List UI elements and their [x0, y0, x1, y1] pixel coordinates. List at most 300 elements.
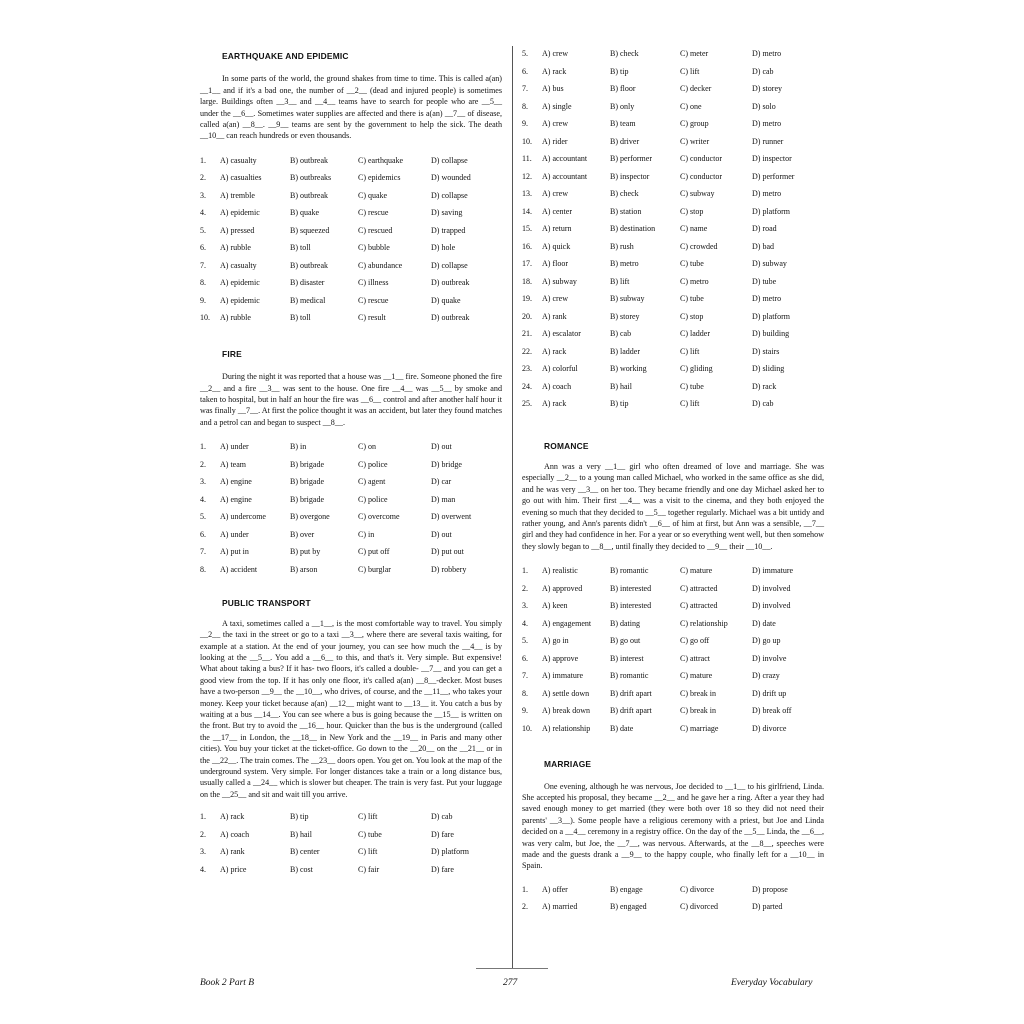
option-a: A) break down [542, 706, 590, 716]
option-a: A) epidemic [220, 278, 260, 288]
option-a: A) rubble [220, 243, 251, 253]
question-number: 8. [200, 564, 206, 574]
option-c: C) rescue [358, 208, 389, 218]
question-row [200, 223, 502, 241]
option-c: C) lift [358, 812, 378, 822]
question-row [522, 651, 824, 669]
question-row [522, 899, 824, 917]
option-d: D) collapse [431, 190, 468, 200]
question-number: 1. [200, 442, 206, 452]
column-divider [512, 46, 513, 968]
option-a: A) team [220, 459, 246, 469]
option-c: C) break in [680, 688, 716, 698]
question-number: 1. [200, 155, 206, 165]
option-c: C) gliding [680, 364, 713, 373]
question-row [200, 293, 502, 311]
option-a: A) engagement [542, 618, 592, 628]
option-d: D) go up [752, 636, 781, 646]
option-d: D) stairs [752, 346, 780, 356]
option-d: D) bridge [431, 459, 462, 469]
option-a: A) quick [542, 241, 571, 251]
question-number: 17. [522, 259, 532, 268]
question-row [200, 527, 502, 545]
option-b: B) outbreak [290, 190, 328, 200]
question-row [200, 205, 502, 223]
option-a: A) rack [542, 66, 567, 76]
option-a: A) tremble [220, 190, 255, 200]
question-number: 2. [200, 459, 206, 469]
question-number: 9. [200, 295, 206, 305]
question-number: 1. [522, 884, 528, 894]
option-c: C) overcome [358, 512, 400, 522]
option-c: C) break in [680, 706, 716, 716]
option-b: B) tip [610, 66, 629, 76]
question-row [522, 46, 824, 64]
option-c: C) earthquake [358, 155, 404, 165]
option-a: A) price [220, 864, 247, 874]
option-c: C) tube [358, 829, 382, 839]
option-c: C) stop [680, 206, 704, 216]
option-b: B) center [290, 847, 320, 857]
option-b: B) hail [610, 381, 632, 391]
question-number: 8. [200, 278, 206, 288]
question-row [522, 396, 824, 414]
option-b: B) subway [610, 294, 645, 303]
option-b: B) outbreak [290, 260, 328, 270]
option-d: D) platform [752, 206, 790, 216]
option-b: B) performer [610, 154, 652, 163]
option-d: D) immature [752, 566, 794, 576]
question-row [522, 633, 824, 651]
option-d: D) platform [431, 847, 469, 857]
option-b: B) overgone [290, 512, 330, 522]
question-number: 10. [522, 136, 532, 146]
option-a: A) under [220, 442, 249, 452]
option-b: B) medical [290, 295, 326, 305]
question-number: 25. [522, 399, 532, 408]
option-c: C) illness [358, 278, 389, 288]
option-c: C) meter [680, 49, 709, 58]
option-b: B) drift apart [610, 706, 652, 716]
option-d: D) crazy [752, 671, 780, 681]
option-c: C) attracted [680, 601, 718, 611]
question-number: 10. [522, 723, 532, 733]
question-number: 18. [522, 276, 532, 286]
option-b: B) inspector [610, 171, 650, 181]
option-b: B) ladder [610, 346, 640, 356]
option-b: B) working [610, 364, 647, 373]
option-b: B) only [610, 101, 635, 111]
question-row [522, 616, 824, 634]
option-a: A) crew [542, 189, 568, 198]
option-c: C) in [358, 529, 375, 539]
question-row [522, 581, 824, 599]
option-b: B) in [290, 442, 307, 452]
question-number: 7. [200, 547, 206, 557]
question-row [200, 170, 502, 188]
question-row [200, 844, 502, 862]
option-d: D) fare [431, 864, 454, 874]
option-d: D) bad [752, 241, 774, 251]
questions-earthquake [200, 153, 502, 328]
option-d: D) metro [752, 119, 782, 128]
question-row [522, 882, 824, 900]
option-a: A) accident [220, 564, 258, 574]
option-d: D) hole [431, 243, 456, 253]
option-b: B) check [610, 49, 639, 58]
option-d: D) car [431, 477, 452, 487]
question-row [522, 81, 824, 99]
option-a: A) casualty [220, 260, 257, 270]
option-d: D) sliding [752, 364, 785, 373]
question-row [522, 64, 824, 82]
passage-romance: Ann was a very __1__ girl who often dreamed of love and marriage. She was especially __2__ to a young man called Michael, who worked in the same office as she did, and he was very __3__ on her too. They became friendly and one day Michael asked her to go out with him. Their first __4__ was a visit to the cinema, and they both enjoyed the evening so much that they decided to __5__ together regularly. Michael was a bit untidy and rather young, and Ann's parents didn't __6__ of him at first, but Ann was a sensible, __7__ girl and they had confidence in her. For a year or so everything went well, but then somehow they slowly began to __8__, until finally they decided to __9__ their __10__. [522, 461, 824, 551]
option-c: C) decker [680, 84, 712, 93]
question-row [522, 291, 824, 309]
question-number: 4. [200, 864, 206, 874]
option-b: B) romantic [610, 566, 649, 576]
option-b: B) interest [610, 653, 644, 663]
option-b: B) squeezed [290, 225, 330, 235]
question-row [200, 862, 502, 880]
option-b: B) outbreaks [290, 173, 332, 183]
question-row [200, 240, 502, 258]
option-a: A) pressed [220, 225, 255, 235]
option-a: A) return [542, 224, 572, 233]
option-c: C) metro [680, 276, 709, 286]
option-c: C) lift [358, 847, 378, 857]
option-c: C) mature [680, 671, 713, 681]
question-number: 3. [200, 190, 206, 200]
option-a: A) immature [542, 671, 584, 681]
option-d: D) storey [752, 84, 782, 93]
option-a: A) casualty [220, 155, 257, 165]
question-number: 16. [522, 241, 532, 251]
option-d: D) metro [752, 294, 782, 303]
option-d: D) cab [431, 812, 453, 822]
question-row [522, 99, 824, 117]
option-a: A) crew [542, 294, 568, 303]
questions-transport-left [200, 809, 502, 879]
option-d: D) out [431, 529, 452, 539]
question-number: 14. [522, 206, 532, 216]
option-a: A) rack [220, 812, 245, 822]
option-a: A) crew [542, 119, 568, 128]
option-b: B) engage [610, 884, 643, 894]
option-c: C) police [358, 494, 388, 504]
question-number: 8. [522, 688, 528, 698]
question-row [522, 204, 824, 222]
option-c: C) abundance [358, 260, 403, 270]
question-row [522, 221, 824, 239]
option-c: C) tube [680, 294, 704, 303]
question-row [200, 310, 502, 328]
footer-page-number: 277 [503, 978, 518, 988]
option-d: D) collapse [431, 155, 468, 165]
section-title-romance: ROMANCE [544, 440, 589, 451]
option-b: B) interested [610, 601, 652, 611]
option-b: B) over [290, 529, 315, 539]
option-a: A) crew [542, 49, 568, 58]
question-number: 3. [200, 477, 206, 487]
question-number: 8. [522, 101, 528, 111]
question-row [522, 598, 824, 616]
option-d: D) building [752, 329, 790, 338]
option-b: B) interested [610, 583, 652, 593]
option-a: A) single [542, 101, 572, 111]
option-a: A) approved [542, 583, 583, 593]
left-column [200, 46, 502, 879]
option-c: C) tube [680, 259, 704, 268]
option-b: B) dating [610, 618, 640, 628]
question-number: 23. [522, 364, 532, 373]
option-c: C) epidemics [358, 173, 401, 183]
question-number: 10. [200, 313, 210, 323]
option-d: D) tube [752, 276, 777, 286]
option-d: D) overwent [431, 512, 472, 522]
option-c: C) burglar [358, 564, 391, 574]
option-c: C) one [680, 101, 702, 111]
option-d: D) break off [752, 706, 792, 716]
option-d: D) road [752, 224, 777, 233]
question-number: 1. [522, 566, 528, 576]
question-number: 6. [200, 529, 206, 539]
section-title-fire: FIRE [222, 348, 242, 359]
question-number: 15. [522, 224, 532, 233]
option-a: A) colorful [542, 364, 578, 373]
question-row [522, 186, 824, 204]
option-a: A) married [542, 902, 578, 912]
option-b: B) tip [290, 812, 309, 822]
question-row [522, 239, 824, 257]
question-number: 6. [522, 653, 528, 663]
option-d: D) propose [752, 884, 788, 894]
option-a: A) under [220, 529, 249, 539]
option-d: D) performer [752, 171, 795, 181]
option-b: B) storey [610, 311, 640, 321]
option-c: C) relationship [680, 618, 728, 628]
option-b: B) go out [610, 636, 641, 646]
option-b: B) outbreak [290, 155, 328, 165]
question-row [200, 544, 502, 562]
question-row [522, 686, 824, 704]
question-row [522, 256, 824, 274]
option-b: B) station [610, 206, 642, 216]
option-b: B) metro [610, 259, 639, 268]
option-a: A) accountant [542, 171, 588, 181]
option-b: B) lift [610, 276, 630, 286]
option-d: D) fare [431, 829, 454, 839]
option-a: A) epidemic [220, 295, 260, 305]
option-b: B) brigade [290, 494, 324, 504]
option-a: A) coach [542, 381, 572, 391]
option-b: B) romantic [610, 671, 649, 681]
option-b: B) cab [610, 329, 632, 338]
option-d: D) collapse [431, 260, 468, 270]
option-b: B) driver [610, 136, 640, 146]
question-number: 20. [522, 311, 532, 321]
question-number: 7. [200, 260, 206, 270]
option-a: A) engine [220, 477, 252, 487]
option-d: D) outbreak [431, 313, 470, 323]
option-b: B) date [610, 723, 634, 733]
option-a: A) realistic [542, 566, 578, 576]
option-d: D) subway [752, 259, 787, 268]
question-row [200, 474, 502, 492]
option-d: D) divorce [752, 723, 787, 733]
option-c: C) lift [680, 346, 700, 356]
option-d: D) cab [752, 399, 774, 408]
option-a: A) subway [542, 276, 577, 286]
option-c: C) group [680, 119, 709, 128]
question-number: 24. [522, 381, 532, 391]
question-row [522, 151, 824, 169]
question-row [200, 153, 502, 171]
question-row [200, 827, 502, 845]
option-c: C) conductor [680, 154, 722, 163]
option-c: C) divorce [680, 884, 714, 894]
question-number: 6. [200, 243, 206, 253]
passage-marriage: One evening, although he was nervous, Joe decided to __1__ to his girlfriend, Linda. She accepted his proposal, they became __2__ and he gave her a ring. After a year they had saved enough money to get married (they were both over 18 so they did not need their parents' __3__). Some people have a religious ceremony with a priest, but Joe and Linda decided on a __4__ ceremony in a registry office. On the day of the __5__ Linda, the __6__, was very calm, but Joe, the __7__, was nervous. Afterwards, at the __8__, speeches were made and the guests drank a __9__ to the happy couple, who finally left for a __10__ in Spain. [522, 781, 824, 871]
option-b: B) drift apart [610, 688, 652, 698]
option-d: D) robbery [431, 564, 467, 574]
option-b: B) hail [290, 829, 312, 839]
option-a: A) relationship [542, 723, 591, 733]
option-d: D) out [431, 442, 452, 452]
option-d: D) date [752, 618, 776, 628]
question-number: 22. [522, 346, 532, 356]
section-title-marriage: MARRIAGE [544, 759, 592, 770]
option-c: C) name [680, 224, 708, 233]
option-a: A) rank [542, 311, 567, 321]
option-c: C) lift [680, 399, 700, 408]
question-number: 2. [522, 902, 528, 912]
question-row [200, 439, 502, 457]
option-a: A) rack [542, 399, 567, 408]
question-row [200, 492, 502, 510]
question-row [522, 668, 824, 686]
option-c: C) marriage [680, 723, 719, 733]
question-row [522, 326, 824, 344]
option-c: C) put off [358, 547, 390, 557]
option-d: D) runner [752, 136, 784, 146]
option-d: D) rack [752, 381, 777, 391]
question-number: 2. [522, 583, 528, 593]
footer-rule [476, 968, 548, 969]
option-b: B) floor [610, 84, 636, 93]
question-row [200, 809, 502, 827]
question-row [522, 361, 824, 379]
option-d: D) platform [752, 311, 790, 321]
option-a: A) coach [220, 829, 250, 839]
questions-marriage [522, 882, 824, 917]
question-number: 12. [522, 171, 532, 181]
option-a: A) escalator [542, 329, 581, 338]
option-b: B) destination [610, 224, 656, 233]
option-c: C) rescued [358, 225, 393, 235]
option-d: D) quake [431, 295, 461, 305]
option-c: C) crowded [680, 241, 718, 251]
question-row [522, 169, 824, 187]
question-number: 2. [200, 829, 206, 839]
option-d: D) put out [431, 547, 464, 557]
option-a: A) undercome [220, 512, 266, 522]
option-c: C) attract [680, 653, 710, 663]
option-b: B) arson [290, 564, 318, 574]
option-a: A) go in [542, 636, 569, 646]
option-d: D) metro [752, 49, 782, 58]
option-c: C) fair [358, 864, 380, 874]
section-title-earthquake: EARTHQUAKE AND EPIDEMIC [222, 51, 349, 61]
question-row [200, 509, 502, 527]
option-d: D) metro [752, 189, 782, 198]
question-number: 4. [200, 208, 206, 218]
footer-book: Book 2 Part B [200, 978, 255, 988]
footer-series: Everyday Vocabulary [731, 978, 813, 988]
option-c: C) go off [680, 636, 710, 646]
option-d: D) parted [752, 902, 783, 912]
questions-fire [200, 439, 502, 579]
option-b: B) put by [290, 547, 321, 557]
option-b: B) team [610, 119, 636, 128]
question-number: 5. [522, 49, 528, 58]
option-d: D) involved [752, 601, 791, 611]
question-number: 21. [522, 329, 532, 338]
option-c: C) subway [680, 189, 715, 198]
option-a: A) put in [220, 547, 249, 557]
question-number: 3. [522, 601, 528, 611]
question-row [522, 721, 824, 739]
passage-earthquake: In some parts of the world, the ground shakes from time to time. This is called a(an) __1__ and if it's a bad one, the number of __2__ (dead and injured people) is sometimes large. Buildings often __3__ and __4__ teams have to search for people who are __5__ under the __6__. Sometimes water supplies are affected and there is a(an) __7__ of disease, called a(an) __8__. __9__ teams are sent by the government to help the sick. The death __10__ can reach hundreds or even thousands. [200, 74, 502, 141]
question-number: 5. [522, 636, 528, 646]
option-c: C) conductor [680, 171, 722, 181]
question-row [200, 457, 502, 475]
questions-transport-right [522, 46, 824, 414]
option-d: D) outbreak [431, 278, 470, 288]
question-number: 1. [200, 812, 206, 822]
option-a: A) rank [220, 847, 245, 857]
option-c: C) on [358, 442, 376, 452]
option-a: A) casualties [220, 173, 262, 183]
option-b: B) tip [610, 399, 629, 408]
question-number: 4. [522, 618, 528, 628]
option-c: C) mature [680, 566, 713, 576]
option-d: D) drift up [752, 688, 787, 698]
option-c: C) stop [680, 311, 704, 321]
question-number: 9. [522, 706, 528, 716]
option-c: C) police [358, 459, 388, 469]
section-title-transport: PUBLIC TRANSPORT [222, 598, 311, 609]
option-d: D) cab [752, 66, 774, 76]
option-a: A) keen [542, 601, 568, 611]
question-row [200, 188, 502, 206]
option-c: C) ladder [680, 329, 710, 338]
option-b: B) disaster [290, 278, 325, 288]
question-row [200, 258, 502, 276]
question-number: 7. [522, 671, 528, 681]
option-c: C) writer [680, 136, 710, 146]
option-d: D) wounded [431, 173, 471, 183]
option-c: C) agent [358, 477, 386, 487]
option-a: A) epidemic [220, 208, 260, 218]
question-number: 19. [522, 294, 532, 303]
question-row [200, 562, 502, 580]
option-b: B) brigade [290, 459, 324, 469]
question-row [522, 134, 824, 152]
question-number: 13. [522, 189, 532, 198]
question-row [200, 275, 502, 293]
option-d: D) inspector [752, 154, 792, 163]
